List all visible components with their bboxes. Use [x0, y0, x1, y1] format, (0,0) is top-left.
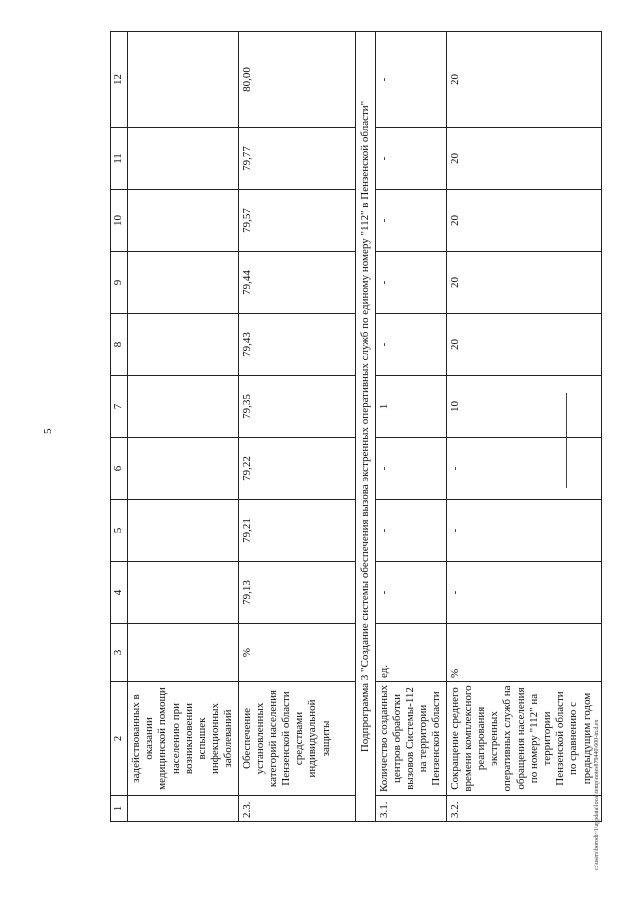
table-row	[238, 32, 355, 822]
page-number: 5	[42, 428, 54, 434]
row-number: 3.1.	[375, 796, 446, 822]
value-cell: -	[446, 562, 601, 624]
value-cell: 79,35	[238, 376, 355, 438]
value-cell	[128, 190, 239, 252]
header-cell: 11	[111, 128, 128, 190]
value-cell: 79,44	[238, 252, 355, 314]
value-cell	[128, 252, 239, 314]
indicator-table	[110, 31, 602, 822]
table-row	[446, 32, 601, 822]
unit-cell: ед.	[375, 624, 446, 682]
value-cell: -	[375, 314, 446, 376]
value-cell	[128, 438, 239, 500]
indicator-name: Обеспечение установленных категорий населения Пензенской области средствами индивидуальной защиты	[238, 682, 355, 796]
header-cell: 6	[111, 438, 128, 500]
header-cell: 2	[111, 682, 128, 796]
header-cell: 10	[111, 190, 128, 252]
row-number: 3.2.	[446, 796, 601, 822]
indicator-name: задействованных в оказании медицинской помощи населению при возникновении вспышек инфекционных заболеваний	[128, 682, 239, 796]
value-cell: -	[375, 562, 446, 624]
header-cell: 7	[111, 376, 128, 438]
subprogram-title: Подпрограмма 3 "Создание системы обеспечения вызова экстренных оперативных служб по единому номеру "112" в Пензенской области"	[355, 32, 375, 822]
subprogram-row	[355, 32, 375, 822]
value-cell: 1	[375, 376, 446, 438]
unit-cell: %	[446, 624, 601, 682]
indicator-name: Сокращение среднего времени комплексного реагирования экстренных оперативных служб на обращения населения по номеру "112" на территории Пензенской области по сравнению с предыдущим годом	[446, 682, 601, 796]
value-cell: 20	[446, 128, 601, 190]
value-cell	[128, 128, 239, 190]
value-cell: 10	[446, 376, 601, 438]
unit-cell	[128, 624, 239, 682]
value-cell: -	[375, 438, 446, 500]
unit-cell: %	[238, 624, 355, 682]
header-cell: 4	[111, 562, 128, 624]
value-cell: 79,21	[238, 500, 355, 562]
value-cell: -	[375, 500, 446, 562]
value-cell: 20	[446, 190, 601, 252]
value-cell: -	[375, 190, 446, 252]
value-cell: -	[375, 32, 446, 128]
table-row	[128, 32, 239, 822]
value-cell: 80,00	[238, 32, 355, 128]
value-cell: -	[446, 438, 601, 500]
table-row	[375, 32, 446, 822]
value-cell: -	[375, 128, 446, 190]
value-cell: 20	[446, 252, 601, 314]
value-cell	[128, 562, 239, 624]
value-cell: 20	[446, 32, 601, 128]
value-cell: 79,43	[238, 314, 355, 376]
header-cell: 5	[111, 500, 128, 562]
value-cell: -	[446, 500, 601, 562]
row-number: 2.3.	[238, 796, 355, 822]
header-cell: 9	[111, 252, 128, 314]
value-cell: 79,13	[238, 562, 355, 624]
header-cell: 12	[111, 32, 128, 128]
indicator-table-rotated	[110, 32, 593, 822]
indicator-name: Количество созданных центров обработки вызовов Системы-112 на территории Пензенской области	[375, 682, 446, 796]
file-path-footer: c:\users\borodi~1\appdata\local\temp\notes879440\600-in.d.ex	[594, 719, 600, 870]
value-cell: 20	[446, 314, 601, 376]
value-cell	[128, 376, 239, 438]
value-cell	[128, 314, 239, 376]
row-number	[128, 796, 239, 822]
value-cell: 79,22	[238, 438, 355, 500]
header-cell: 8	[111, 314, 128, 376]
header-row	[111, 32, 128, 822]
value-cell: 79,57	[238, 190, 355, 252]
value-cell: 79,77	[238, 128, 355, 190]
header-cell: 1	[111, 796, 128, 822]
header-cell: 3	[111, 624, 128, 682]
value-cell	[128, 32, 239, 128]
value-cell: -	[375, 252, 446, 314]
value-cell	[128, 500, 239, 562]
